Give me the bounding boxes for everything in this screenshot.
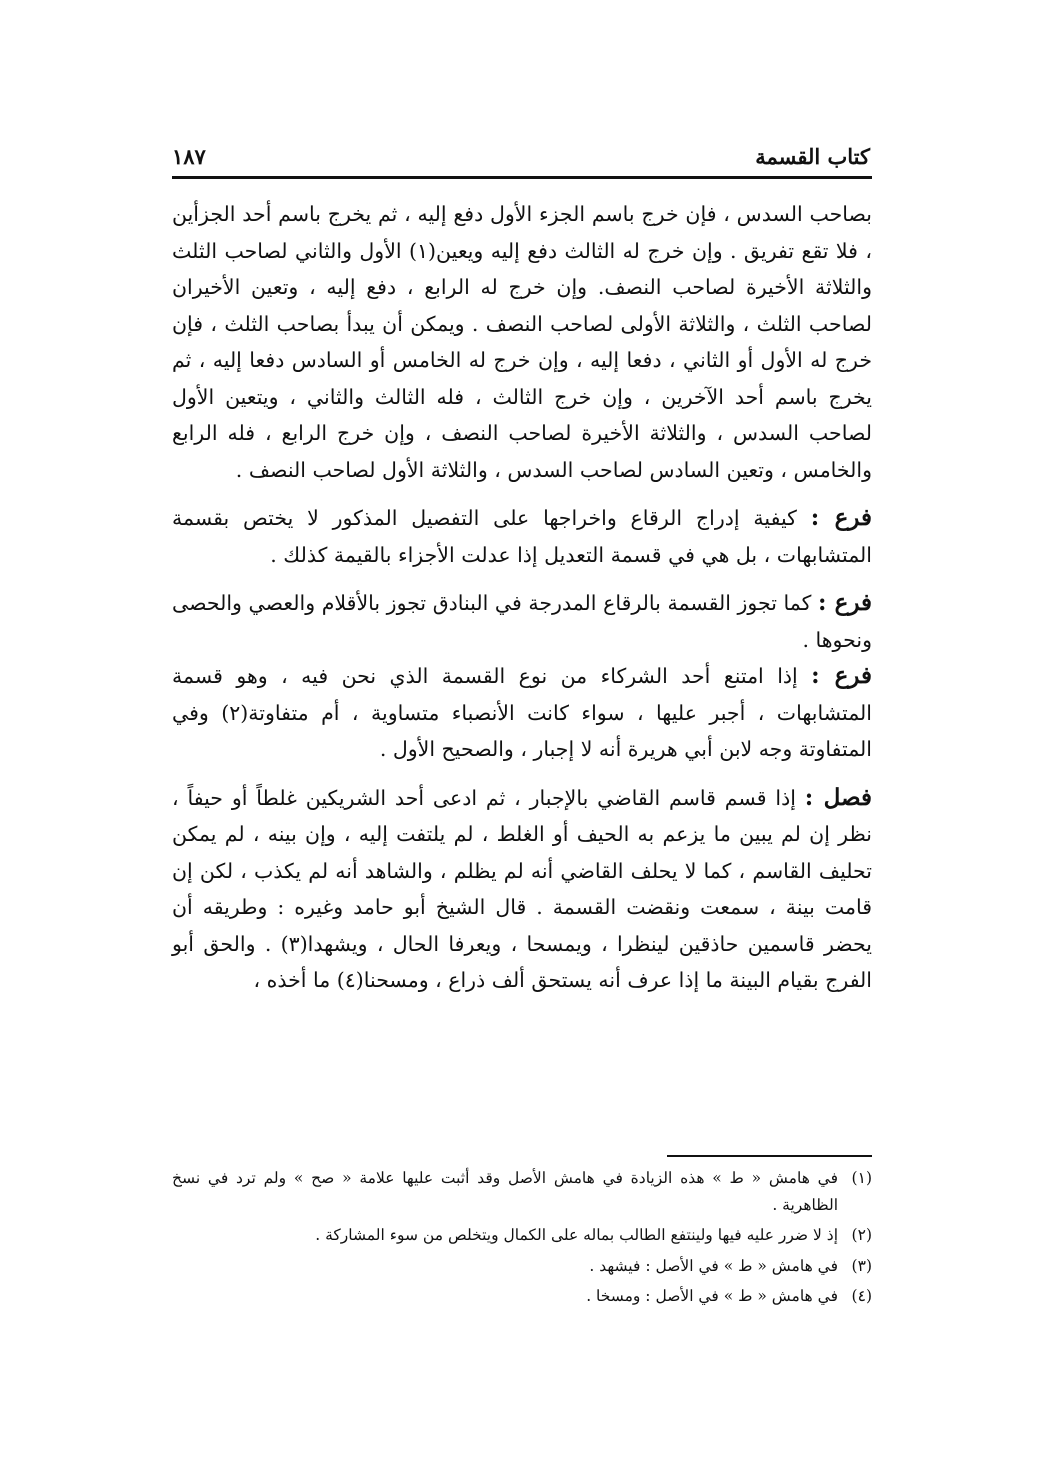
footnote-text: في هامش « ط » في الأصل : ومسخا .	[586, 1287, 838, 1305]
paragraph-text: إذا امتنع أحد الشركاء من نوع القسمة الذي نحن فيه ، وهو قسمة المتشابهات ، أجبر عليها ، سواء كانت الأنصباء متساوية ، أم متفاوتة(٢) وفي المتفاوتة وجه لابن أبي هريرة أنه لا إجبار ، والصحيح الأول .	[172, 664, 873, 761]
paragraph	[172, 658, 872, 768]
footnotes	[172, 1165, 872, 1314]
paragraph-lead: فرع :	[810, 504, 872, 531]
paragraph-text: كما تجوز القسمة بالرقاع المدرجة في البنادق تجوز بالأقلام والعصي والحصى ونحوها .	[172, 591, 872, 652]
footnote-text: إذ لا ضرر عليه فيها ولينتفع الطالب بماله على الكمال ويتخلص من سوء المشاركة .	[315, 1226, 838, 1244]
footnote-number: (١)	[851, 1169, 872, 1187]
paragraph-lead: فرع :	[811, 662, 872, 689]
footnote	[172, 1283, 872, 1310]
footnote	[172, 1222, 872, 1249]
paragraph	[172, 196, 872, 488]
footnote-number: (٣)	[851, 1256, 872, 1275]
running-header	[172, 138, 870, 174]
paragraph	[172, 780, 872, 999]
chapter-title: كتاب القسمة	[755, 143, 870, 169]
paragraph	[172, 500, 872, 573]
footnote-text: في هامش « ط » في الأصل : فيشهد .	[589, 1256, 838, 1275]
footnote-number: (٤)	[851, 1287, 872, 1305]
paragraph	[172, 585, 872, 658]
page-number: ١٨٧	[172, 143, 206, 169]
paragraph-lead: فرع :	[818, 589, 873, 616]
footnote-rule	[667, 1155, 872, 1157]
main-text	[172, 196, 872, 1011]
footnote-number: (٢)	[851, 1226, 872, 1244]
paragraph-text: بصاحب السدس ، فإن خرج باسم الجزء الأول دفع إليه ، ثم يخرج باسم أحد الجزأين ، فلا تقع تفريق . وإن خرج له الثالث دفع إليه ويعين(١) الأول والثاني لصاحب الثلث والثلاثة الأخيرة لصاحب النصف. وإن خرج له الرابع ، دفع إليه ، وتعين الأخيران لصاحب الثلث ، والثلاثة الأولى لصاحب النصف . ويمكن أن يبدأ بصاحب الثلث ، فإن خرج له الأول أو الثاني ، دفعا إليه ، وإن خرج له الخامس أو السادس دفعا إليه ، ثم يخرج باسم أحد الآخرين ، وإن خرج الثالث ، فله الثالث والثاني ، ويتعين الأول لصاحب السدس ، والثلاثة الأخيرة لصاحب النصف ، وإن خرج الرابع ، فله الرابع والخامس ، وتعين السادس لصاحب السدس ، والثلاثة الأول لصاحب النصف .	[172, 202, 872, 482]
header-rule	[172, 176, 872, 179]
footnote	[172, 1165, 872, 1218]
footnote	[172, 1253, 872, 1280]
paragraph-lead: فصل :	[804, 783, 872, 811]
footnote-text: في هامش « ط » هذه الزيادة في هامش الأصل وقد أثبت عليها علامة « صح » ولم ترد في نسخ الظاهرية .	[172, 1169, 838, 1214]
paragraph-text: إذا قسم قاسم القاضي بالإجبار ، ثم ادعى أحد الشريكين غلطاً أو حيفاً ، نظر إن لم يبين ما يزعم به الحيف أو الغلط ، لم يلتفت إليه ، وإن بينه ، لم يمكن تحليف القاسم ، كما لا يحلف القاضي أنه لم يظلم ، والشاهد أنه لم يكذب ، لكن إن قامت بينة ، سمعت ونقضت القسمة . قال الشيخ أبو حامد وغيره : وطريقه أن يحضر قاسمين حاذقين لينظرا ، ويمسحا ، ويعرفا الحال ، ويشهدا(٣) . والحق أبو الفرج بقيام البينة ما إذا عرف أنه يستحق ألف ذراع ، ومسحنا(٤) ما أخذه ،	[172, 785, 872, 992]
paragraph-text: كيفية إدراج الرقاع واخراجها على التفصيل المذكور لا يختص بقسمة المتشابهات ، بل هي في قسمة التعديل إذا عدلت الأجزاء بالقيمة كذلك .	[172, 506, 872, 567]
